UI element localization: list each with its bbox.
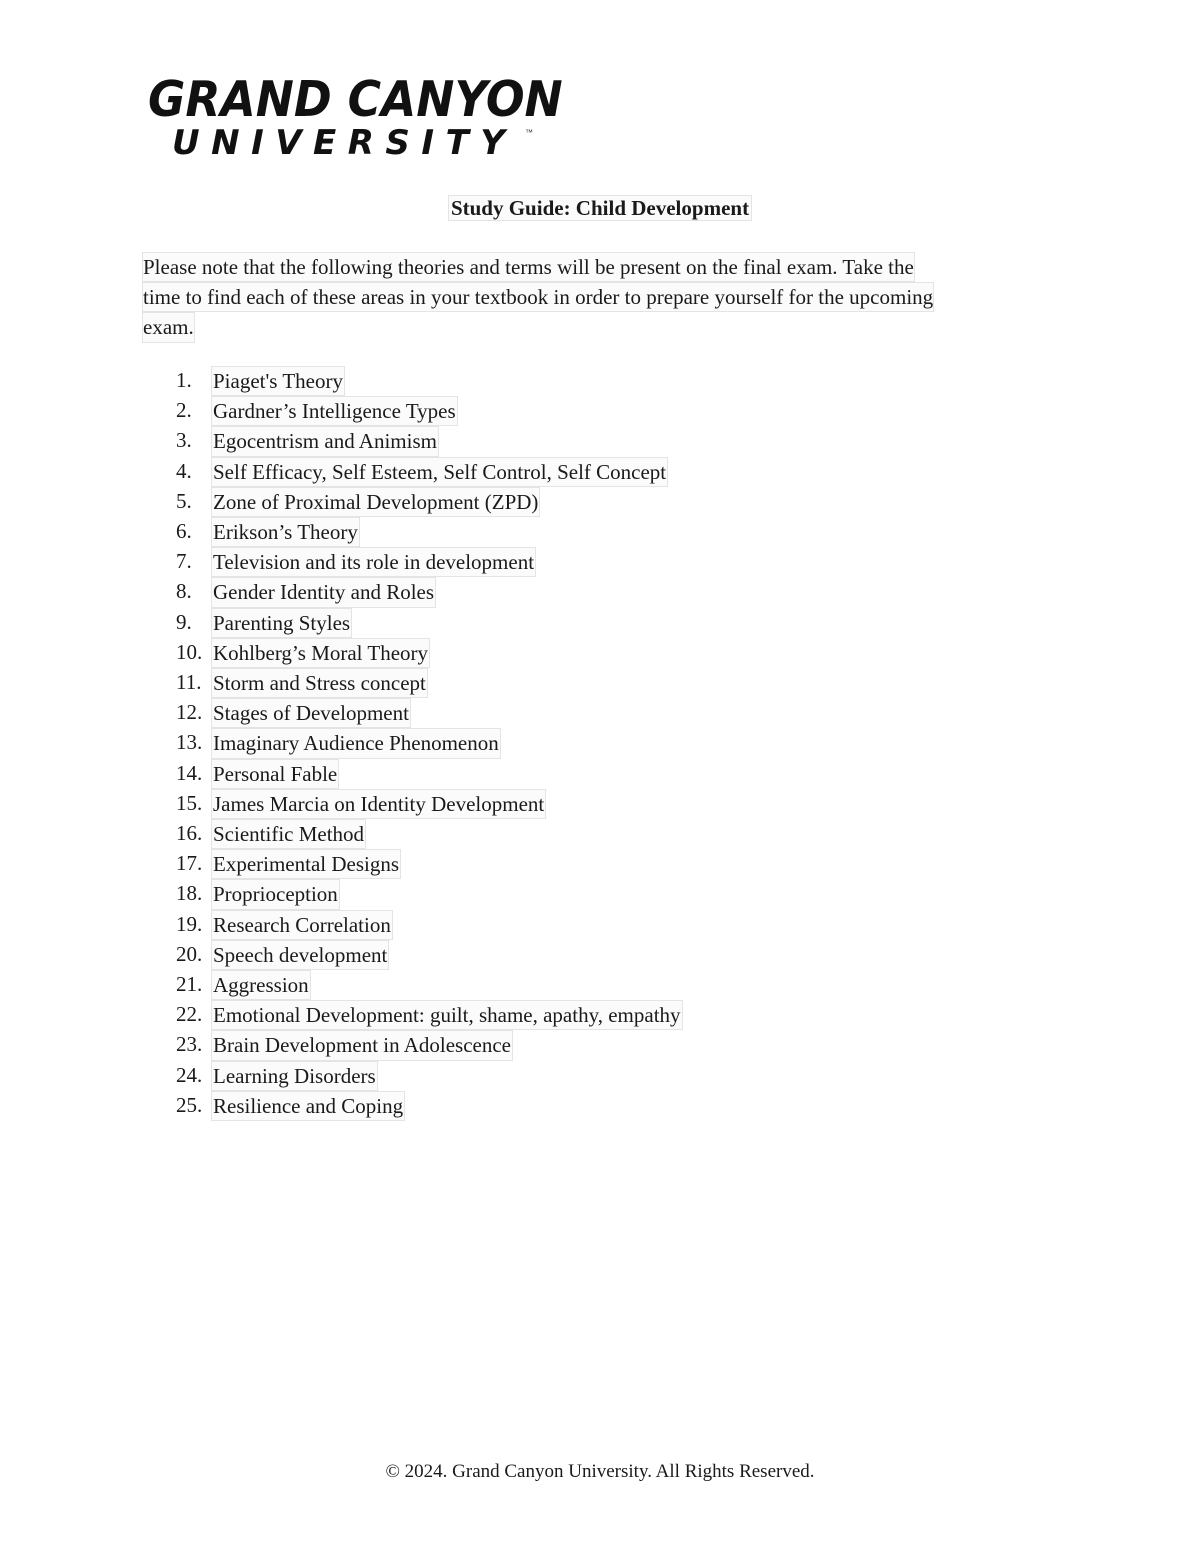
topic-number: 15. xyxy=(176,790,203,815)
intro-line: time to find each of these areas in your textbook in order to prepare yourself for the upcoming xyxy=(142,282,934,312)
intro-line: Please note that the following theories and terms will be present on the final exam. Take the xyxy=(142,252,915,282)
logo-line-university: UNIVERSITY xyxy=(172,123,517,163)
topic-text: Learning Disorders xyxy=(211,1061,378,1091)
topic-text: Experimental Designs xyxy=(211,849,401,879)
topic-number: 14. xyxy=(176,760,203,785)
topic-text: Stages of Development xyxy=(211,698,411,728)
topic-text: Piaget's Theory xyxy=(211,366,345,396)
topic-item xyxy=(176,698,683,728)
topic-number: 20. xyxy=(176,941,203,966)
topic-item xyxy=(176,1030,683,1060)
topic-text: Speech development xyxy=(211,940,389,970)
topic-number: 5. xyxy=(176,488,192,513)
logo-line-grand-canyon: GRAND CANYON xyxy=(148,71,563,128)
topic-number: 11. xyxy=(176,670,202,695)
topic-item xyxy=(176,1091,683,1121)
topic-number: 23. xyxy=(176,1032,203,1057)
topic-number: 9. xyxy=(176,609,192,634)
topic-item xyxy=(176,366,683,396)
topic-item xyxy=(176,457,683,487)
topic-number: 2. xyxy=(176,398,192,423)
topic-item xyxy=(176,487,683,517)
topic-item xyxy=(176,608,683,638)
topic-text: Storm and Stress concept xyxy=(211,668,428,698)
topic-number: 12. xyxy=(176,700,203,725)
topic-item xyxy=(176,426,683,456)
topic-item xyxy=(176,728,683,758)
topic-number: 4. xyxy=(176,458,192,483)
topic-number: 24. xyxy=(176,1062,203,1087)
topic-text: Imaginary Audience Phenomenon xyxy=(211,728,501,758)
topic-number: 21. xyxy=(176,972,203,997)
topic-text: Brain Development in Adolescence xyxy=(211,1030,513,1060)
topic-item xyxy=(176,396,683,426)
topic-number: 22. xyxy=(176,1002,203,1027)
intro-paragraph xyxy=(142,252,1042,343)
topic-item xyxy=(176,668,683,698)
topic-text: Egocentrism and Animism xyxy=(211,426,439,456)
topic-item xyxy=(176,547,683,577)
intro-line: exam. xyxy=(142,312,195,342)
document-title-text: Study Guide: Child Development xyxy=(448,195,752,221)
university-logo xyxy=(148,71,563,164)
topic-item xyxy=(176,789,683,819)
topic-text: Television and its role in development xyxy=(211,547,536,577)
topic-number: 6. xyxy=(176,519,192,544)
logo-trademark: ™ xyxy=(525,128,533,137)
topic-text: Self Efficacy, Self Esteem, Self Control, Self Concept xyxy=(211,457,668,487)
topic-text: Kohlberg’s Moral Theory xyxy=(211,638,430,668)
topic-text: James Marcia on Identity Development xyxy=(211,789,546,819)
topic-item xyxy=(176,638,683,668)
topic-text: Erikson’s Theory xyxy=(211,517,360,547)
topic-number: 8. xyxy=(176,579,192,604)
topic-number: 16. xyxy=(176,821,203,846)
topic-text: Resilience and Coping xyxy=(211,1091,405,1121)
topic-item xyxy=(176,1000,683,1030)
topic-item xyxy=(176,849,683,879)
topic-text: Emotional Development: guilt, shame, apathy, empathy xyxy=(211,1000,683,1030)
topic-item xyxy=(176,1061,683,1091)
topic-text: Gardner’s Intelligence Types xyxy=(211,396,458,426)
topic-item xyxy=(176,970,683,1000)
topic-list xyxy=(176,366,683,1121)
copyright-footer: © 2024. Grand Canyon University. All Rights Reserved. xyxy=(385,1461,815,1482)
document-title xyxy=(0,194,1200,222)
topic-text: Gender Identity and Roles xyxy=(211,577,436,607)
topic-item xyxy=(176,940,683,970)
topic-number: 13. xyxy=(176,730,203,755)
topic-text: Aggression xyxy=(211,970,311,1000)
topic-number: 19. xyxy=(176,911,203,936)
topic-text: Parenting Styles xyxy=(211,608,352,638)
topic-text: Proprioception xyxy=(211,879,340,909)
topic-item xyxy=(176,819,683,849)
topic-number: 18. xyxy=(176,881,203,906)
topic-item xyxy=(176,910,683,940)
topic-text: Scientific Method xyxy=(211,819,366,849)
topic-number: 7. xyxy=(176,549,192,574)
topic-number: 10. xyxy=(176,639,203,664)
topic-item xyxy=(176,759,683,789)
topic-number: 3. xyxy=(176,428,192,453)
topic-item xyxy=(176,879,683,909)
topic-item xyxy=(176,577,683,607)
topic-number: 17. xyxy=(176,851,203,876)
topic-text: Research Correlation xyxy=(211,910,393,940)
topic-text: Zone of Proximal Development (ZPD) xyxy=(211,487,540,517)
topic-number: 1. xyxy=(176,368,192,392)
topic-number: 25. xyxy=(176,1092,203,1117)
topic-item xyxy=(176,517,683,547)
topic-text: Personal Fable xyxy=(211,759,339,789)
